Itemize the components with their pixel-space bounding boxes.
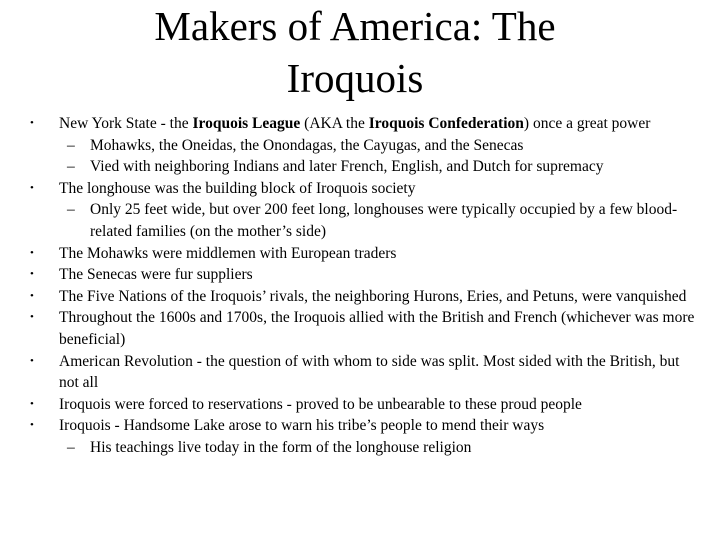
bullet-item	[28, 394, 698, 416]
bullet-text: Iroquois - Handsome Lake arose to warn his tribe’s people to mend their ways	[59, 417, 545, 435]
slide-title	[60, 0, 650, 104]
title-line-2: Iroquois	[286, 55, 424, 101]
bullet-item	[28, 243, 698, 265]
dash-marker: –	[67, 158, 75, 176]
bullet-bold-text: Iroquois Confederation	[368, 115, 524, 132]
title-line-1: Makers of America: The	[154, 3, 556, 49]
bullet-marker: •	[30, 117, 34, 129]
bullet-marker: •	[30, 268, 34, 281]
bullet-text: New York State - the	[59, 115, 193, 132]
sub-bullet-item	[28, 135, 698, 157]
bullet-item	[28, 113, 698, 135]
bullet-bold-text: Iroquois League	[192, 115, 301, 132]
dash-marker: –	[67, 136, 75, 154]
bullet-text: The Senecas were fur suppliers	[59, 266, 253, 284]
bullet-item	[28, 307, 698, 350]
bullet-list	[28, 113, 698, 459]
bullet-item	[28, 264, 698, 286]
bullet-marker: •	[30, 419, 34, 432]
bullet-marker: •	[30, 354, 34, 367]
bullet-text: (AKA the	[300, 115, 369, 132]
bullet-item	[28, 286, 698, 308]
sub-bullet-text: Vied with neighboring Indians and later French, English, and Dutch for supremacy	[90, 158, 604, 176]
bullet-text: The longhouse was the building block of Iroquois society	[59, 179, 416, 197]
bullet-marker: •	[30, 311, 34, 324]
bullet-item	[28, 415, 698, 437]
sub-bullet-text: Mohawks, the Oneidas, the Onondagas, the Cayugas, and the Senecas	[90, 136, 524, 154]
bullet-text: The Mohawks were middlemen with European traders	[59, 244, 397, 262]
bullet-marker: •	[30, 181, 34, 194]
bullet-text: ) once a great power	[523, 115, 651, 132]
sub-bullet-item	[28, 437, 698, 459]
bullet-item	[28, 351, 698, 394]
dash-marker: –	[67, 438, 75, 456]
sub-bullet-item	[28, 199, 698, 242]
bullet-marker: •	[30, 289, 34, 302]
bullet-text: Throughout the 1600s and 1700s, the Iroquois allied with the British and French (whichever was more beneficial)	[59, 309, 695, 348]
sub-bullet-text: His teachings live today in the form of the longhouse religion	[90, 438, 472, 456]
bullet-text: The Five Nations of the Iroquois’ rivals, the neighboring Hurons, Eries, and Petuns, were vanquished	[59, 287, 687, 305]
bullet-text: Iroquois were forced to reservations - proved to be unbearable to these proud people	[59, 395, 582, 413]
bullet-item	[28, 178, 698, 200]
bullet-marker: •	[30, 397, 34, 410]
bullet-text: American Revolution - the question of with whom to side was split. Most sided with the British, but not all	[59, 352, 680, 392]
bullet-marker: •	[30, 246, 34, 259]
sub-bullet-text: Only 25 feet wide, but over 200 feet long, longhouses were typically occupied by a few blood-related families (on the mother’s side)	[90, 201, 678, 240]
dash-marker: –	[67, 201, 75, 219]
sub-bullet-item	[28, 156, 698, 178]
